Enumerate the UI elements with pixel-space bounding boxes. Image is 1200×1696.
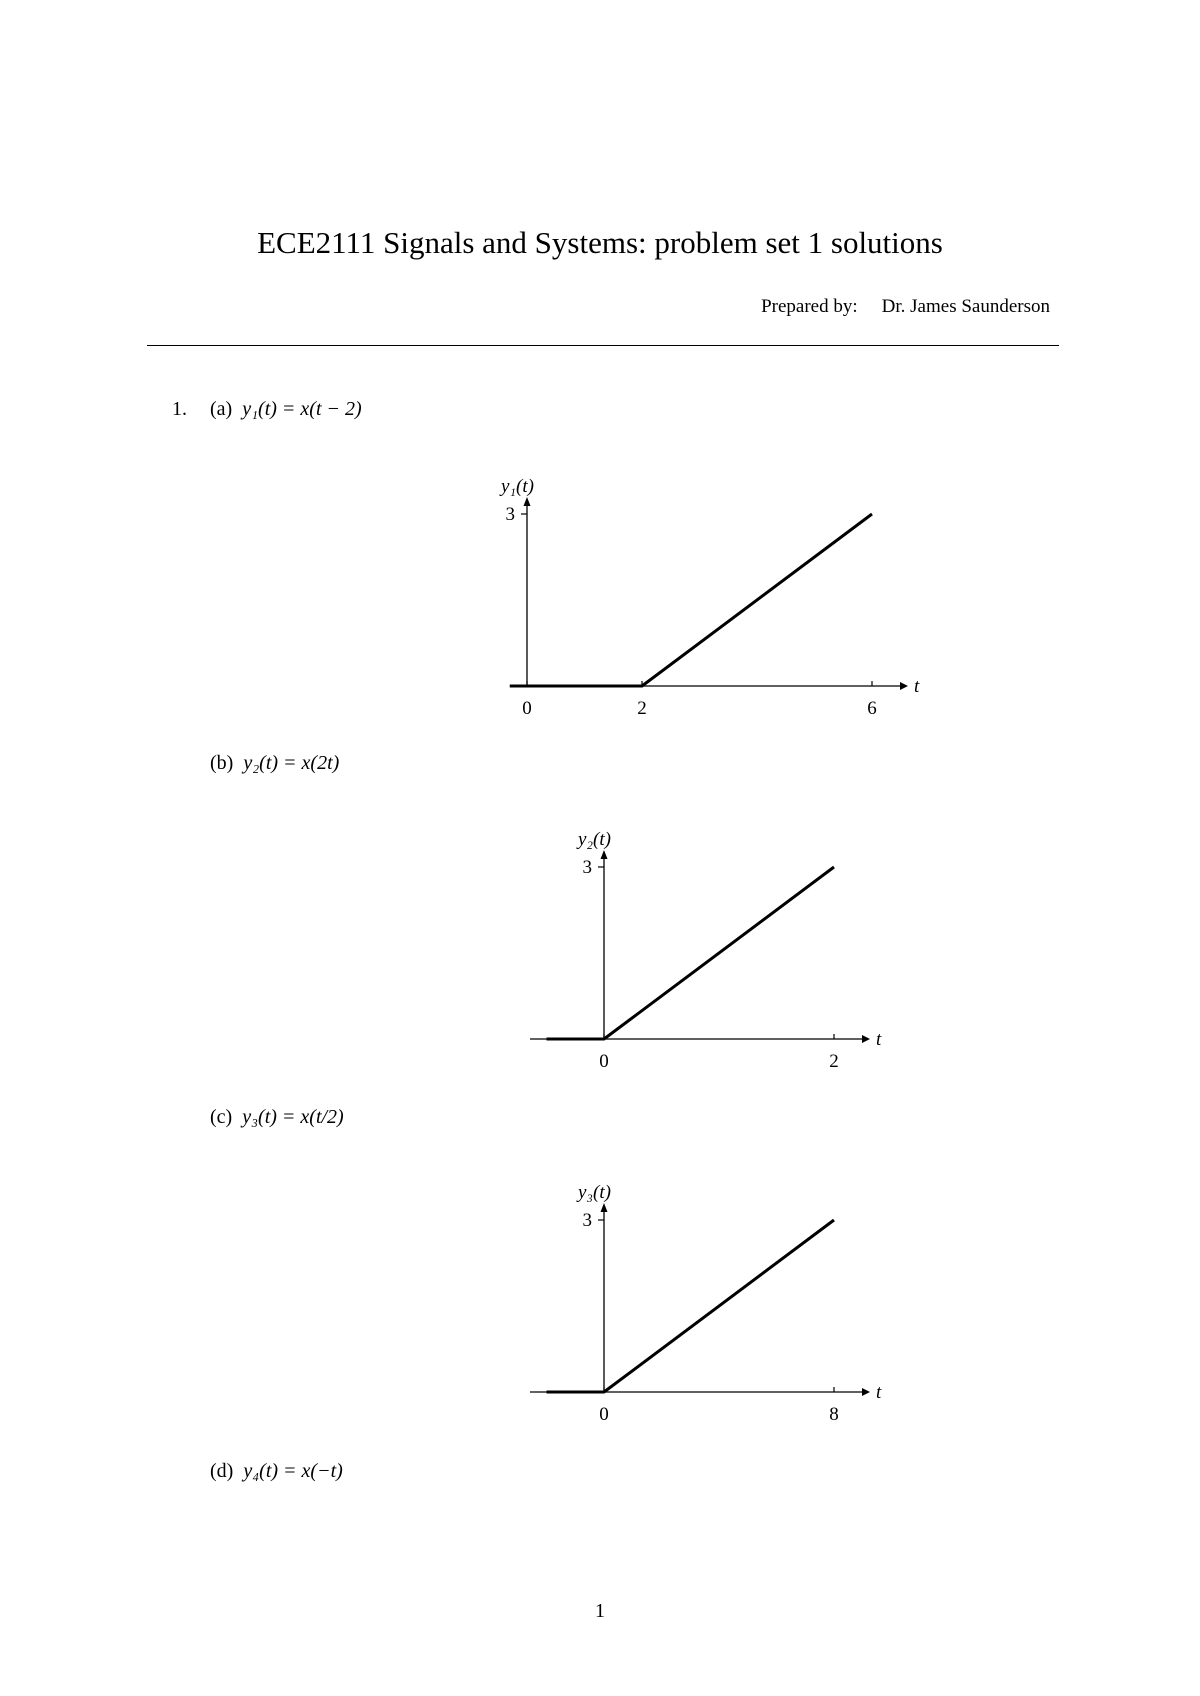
- prepared-label: Prepared by:: [761, 296, 858, 317]
- x-tick-label: 0: [522, 698, 532, 719]
- x-tick-label: 2: [637, 698, 647, 719]
- part-d-heading: [210, 1460, 343, 1483]
- part-b-label: (b): [210, 752, 234, 774]
- y-axis-label: y₃(t): [578, 1182, 611, 1203]
- x-axis-label: t: [876, 1029, 882, 1050]
- y-axis-arrow: [601, 1203, 608, 1212]
- x-tick-label: 8: [829, 1404, 839, 1425]
- part-c-equation: y₃(t) = x(t/2): [242, 1106, 344, 1128]
- x-axis-arrow: [862, 1388, 870, 1396]
- x-tick-label: 6: [867, 698, 877, 719]
- problem-number: 1.: [172, 398, 187, 420]
- part-a-equation: y₁(t) = x(t − 2): [242, 398, 362, 420]
- x-axis-label: t: [876, 1382, 882, 1403]
- part-d-label: (d): [210, 1460, 234, 1482]
- part-c-label: (c): [210, 1106, 233, 1128]
- part-d-equation: y₄(t) = x(−t): [243, 1460, 343, 1482]
- part-a-label: (a): [210, 398, 233, 420]
- x-axis-label: t: [914, 676, 920, 697]
- author-name: Dr. James Saunderson: [881, 296, 1050, 317]
- y-axis-label: y₂(t): [578, 829, 611, 850]
- y-axis-label: y₁(t): [501, 476, 534, 497]
- y-tick-label: 3: [582, 1210, 592, 1231]
- page-number: 1: [595, 1600, 605, 1622]
- document-title: ECE2111 Signals and Systems: problem set 1 solutions: [257, 225, 943, 260]
- part-b-equation: y₂(t) = x(2t): [243, 752, 340, 774]
- y-tick-label: 3: [505, 504, 515, 525]
- x-tick-label: 2: [829, 1051, 839, 1072]
- signal-line: [547, 1220, 835, 1392]
- x-tick-label: 0: [599, 1051, 609, 1072]
- x-tick-label: 0: [599, 1404, 609, 1425]
- y-tick-label: 3: [582, 857, 592, 878]
